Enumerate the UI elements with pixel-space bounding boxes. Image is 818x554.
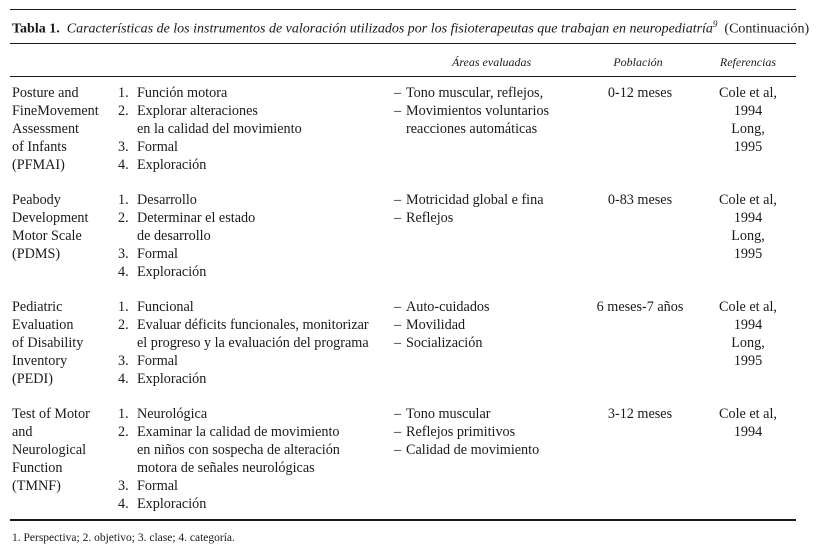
header-referencias: Referencias: [719, 55, 777, 69]
property-number: 1.: [118, 85, 129, 101]
instrument-name-line: Peabody: [12, 192, 61, 208]
reference-line: Cole et al,: [719, 192, 777, 208]
property-text: en niños con sospecha de alteración: [137, 442, 340, 458]
instrument-name: [12, 191, 116, 263]
instrument-name-line: (PEDI): [12, 371, 53, 387]
property-line: [118, 120, 380, 138]
area-text: Reflejos: [406, 210, 454, 226]
property-text: Exploración: [137, 371, 207, 387]
property-line: [118, 316, 380, 334]
reference-line: Cole et al,: [719, 406, 777, 422]
property-text: Exploración: [137, 264, 207, 280]
references: [708, 298, 788, 370]
property-line: [118, 227, 380, 245]
instrument-name-line: Posture and: [12, 85, 79, 101]
property-line: [118, 370, 380, 388]
instrument-name-line: Function: [12, 460, 63, 476]
area-text: Tono muscular: [406, 406, 491, 422]
area-item: [394, 298, 572, 316]
area-dash: –: [394, 442, 402, 458]
property-number: 2.: [118, 210, 129, 226]
area-dash: –: [394, 85, 402, 101]
property-text: Exploración: [137, 496, 207, 512]
property-number: 4.: [118, 371, 129, 387]
property-text: Determinar el estado: [137, 210, 256, 226]
area-item: [394, 334, 572, 352]
property-line: [118, 84, 380, 102]
instrument-name-line: Development: [12, 210, 89, 226]
property-line: [118, 441, 380, 459]
bottom-rule: [10, 519, 796, 521]
property-line: [118, 298, 380, 316]
area-dash: –: [394, 299, 402, 315]
property-number: 3.: [118, 139, 129, 155]
property-line: [118, 191, 380, 209]
property-line: [118, 263, 380, 281]
population: 0-12 meses: [607, 85, 673, 101]
area-item: [394, 441, 572, 459]
property-number: 1.: [118, 406, 129, 422]
property-text: en la calidad del movimiento: [137, 121, 302, 137]
property-text: Examinar la calidad de movimiento: [137, 424, 340, 440]
instrument-properties: [118, 405, 380, 513]
references: [708, 191, 788, 263]
property-line: [118, 209, 380, 227]
area-text: reacciones automáticas: [406, 121, 538, 137]
area-text: Movimientos voluntarios: [406, 103, 550, 119]
property-number: 2.: [118, 424, 129, 440]
table-caption: [12, 19, 810, 38]
reference-line: 1994: [733, 424, 763, 440]
instrument-properties: [118, 191, 380, 281]
property-text: Neurológica: [137, 406, 208, 422]
property-text: Formal: [137, 139, 178, 155]
property-text: Evaluar déficits funcionales, monitorizar: [137, 317, 369, 333]
population: 6 meses-7 años: [596, 299, 684, 315]
area-dash: –: [394, 335, 402, 351]
property-number: 4.: [118, 496, 129, 512]
caption-superscript: 9: [712, 19, 718, 29]
area-item: [394, 316, 572, 334]
property-line: [118, 334, 380, 352]
instrument-properties: [118, 298, 380, 388]
reference-line: Long,: [731, 121, 765, 137]
instrument-name-line: (TMNF): [12, 478, 61, 494]
property-number: 2.: [118, 317, 129, 333]
area-item: [394, 405, 572, 423]
area-text: Movilidad: [406, 317, 466, 333]
property-number: 2.: [118, 103, 129, 119]
instrument-name-line: Test of Motor: [12, 406, 90, 422]
instrument-name-line: Assessment: [12, 121, 79, 137]
reference-line: 1994: [733, 210, 763, 226]
area-dash: –: [394, 424, 402, 440]
header-areas: Áreas evaluadas: [452, 55, 532, 69]
instrument-name-line: Motor Scale: [12, 228, 82, 244]
property-number: 3.: [118, 246, 129, 262]
instrument-name: [12, 84, 116, 174]
area-text: Socialización: [406, 335, 483, 351]
property-text: Explorar alteraciones: [137, 103, 258, 119]
caption-label: Tabla 1.: [12, 21, 60, 37]
instrument-name-line: FineMovement: [12, 103, 99, 119]
reference-line: Cole et al,: [719, 85, 777, 101]
instrument-name-line: Pediatric: [12, 299, 63, 315]
area-text: Auto-cuidados: [406, 299, 490, 315]
area-item: [394, 209, 572, 227]
property-text: Función motora: [137, 85, 228, 101]
property-text: Desarrollo: [137, 192, 197, 208]
evaluated-areas: [394, 84, 572, 138]
instrument-name-line: and: [12, 424, 33, 440]
area-item: [394, 102, 572, 120]
header-rule: [10, 76, 796, 77]
property-text: de desarrollo: [137, 228, 211, 244]
property-line: [118, 138, 380, 156]
area-text: Motricidad global e fina: [406, 192, 544, 208]
instrument-name-line: (PFMAI): [12, 157, 65, 173]
instrument-name-line: of Infants: [12, 139, 67, 155]
reference-line: Cole et al,: [719, 299, 777, 315]
references: [708, 405, 788, 441]
area-dash: –: [394, 406, 402, 422]
caption-title: Características de los instrumentos de valoración utilizados por los fisioterapeutas que trabajan en neuropediatría: [66, 21, 713, 37]
property-text: Formal: [137, 353, 178, 369]
property-number: 3.: [118, 353, 129, 369]
property-line: [118, 423, 380, 441]
caption-continuation: (Continuación): [724, 21, 810, 37]
instrument-name: [12, 298, 116, 388]
instrument-name-line: Evaluation: [12, 317, 74, 333]
references: [708, 84, 788, 156]
instrument-name-line: Inventory: [12, 353, 68, 369]
property-number: 3.: [118, 478, 129, 494]
area-dash: –: [394, 192, 402, 208]
property-text: Funcional: [137, 299, 194, 315]
area-text: Tono muscular, reflejos,: [406, 85, 544, 101]
population: 3-12 meses: [607, 406, 673, 422]
area-item: [394, 120, 572, 138]
property-number: 4.: [118, 157, 129, 173]
reference-line: Long,: [731, 228, 765, 244]
property-number: 1.: [118, 192, 129, 208]
area-item: [394, 191, 572, 209]
reference-line: 1995: [733, 139, 763, 155]
instrument-name-line: (PDMS): [12, 246, 61, 262]
evaluated-areas: [394, 298, 572, 352]
area-dash: –: [394, 210, 402, 226]
population: 0-83 meses: [607, 192, 673, 208]
instrument-properties: [118, 84, 380, 174]
property-line: [118, 352, 380, 370]
caption-rule: [10, 43, 796, 44]
area-item: [394, 84, 572, 102]
property-line: [118, 102, 380, 120]
property-line: [118, 405, 380, 423]
evaluated-areas: [394, 405, 572, 459]
reference-line: 1995: [733, 353, 763, 369]
reference-line: Long,: [731, 335, 765, 351]
area-text: Reflejos primitivos: [406, 424, 516, 440]
table-footnote: 1. Perspectiva; 2. objetivo; 3. clase; 4. categoría.: [12, 532, 235, 544]
property-line: [118, 459, 380, 477]
area-text: Calidad de movimiento: [406, 442, 540, 458]
property-line: [118, 156, 380, 174]
property-text: el progreso y la evaluación del programa: [137, 335, 369, 351]
area-dash: –: [394, 317, 402, 333]
property-line: [118, 477, 380, 495]
area-item: [394, 423, 572, 441]
top-rule: [10, 9, 796, 10]
evaluated-areas: [394, 191, 572, 227]
area-dash: –: [394, 103, 402, 119]
property-number: 4.: [118, 264, 129, 280]
property-line: [118, 245, 380, 263]
property-text: Formal: [137, 246, 178, 262]
header-poblacion: Población: [613, 55, 663, 69]
instrument-name: [12, 405, 116, 495]
instrument-name-line: Neurological: [12, 442, 87, 458]
reference-line: 1994: [733, 103, 763, 119]
property-number: 1.: [118, 299, 129, 315]
reference-line: 1994: [733, 317, 763, 333]
property-text: motora de señales neurológicas: [137, 460, 315, 476]
property-text: Exploración: [137, 157, 207, 173]
property-line: [118, 495, 380, 513]
reference-line: 1995: [733, 246, 763, 262]
property-text: Formal: [137, 478, 178, 494]
instrument-name-line: of Disability: [12, 335, 84, 351]
